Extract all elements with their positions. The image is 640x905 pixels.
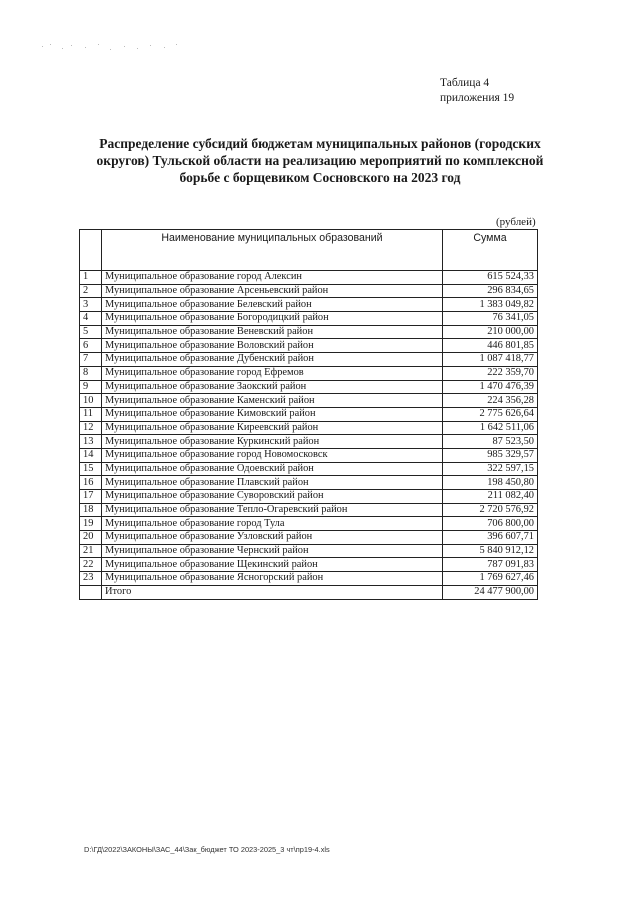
municipality-name: Муниципальное образование Одоевский район <box>102 462 443 476</box>
table-reference <box>440 76 514 106</box>
row-number: 10 <box>80 394 102 408</box>
subsidy-table <box>79 229 538 600</box>
row-number: 16 <box>80 476 102 490</box>
table-row <box>80 531 538 545</box>
subsidy-amount: 2 720 576,92 <box>443 503 538 517</box>
table-row <box>80 558 538 572</box>
file-path-footer: D:\ГД\2022\ЗАКОНЫ\ЗАС_44\Зак_бюджет ТО 2023-2025_3 чт\пр19-4.xls <box>84 845 330 854</box>
table-row <box>80 407 538 421</box>
table-row <box>80 380 538 394</box>
municipality-name: Муниципальное образование Кимовский район <box>102 407 443 421</box>
subsidy-amount: 985 329,57 <box>443 448 538 462</box>
row-number: 13 <box>80 435 102 449</box>
municipality-name: Муниципальное образование Богородицкий район <box>102 312 443 326</box>
row-number: 5 <box>80 325 102 339</box>
subsidy-amount: 396 607,71 <box>443 531 538 545</box>
municipality-name: Муниципальное образование Белевский район <box>102 298 443 312</box>
subsidy-amount: 1 087 418,77 <box>443 353 538 367</box>
table-row <box>80 421 538 435</box>
table-row <box>80 572 538 586</box>
municipality-name: Муниципальное образование Щекинский район <box>102 558 443 572</box>
row-number: 12 <box>80 421 102 435</box>
municipality-name: Муниципальное образование город Ефремов <box>102 366 443 380</box>
table-row <box>80 394 538 408</box>
table-row <box>80 544 538 558</box>
table-header-row <box>80 230 538 271</box>
subsidy-amount: 615 524,33 <box>443 271 538 285</box>
municipality-name: Муниципальное образование Тепло-Огаревский район <box>102 503 443 517</box>
table-row <box>80 435 538 449</box>
row-number: 1 <box>80 271 102 285</box>
subsidy-amount: 210 000,00 <box>443 325 538 339</box>
municipality-name: Муниципальное образование Киреевский район <box>102 421 443 435</box>
row-number: 20 <box>80 531 102 545</box>
subsidy-amount: 1 642 511,06 <box>443 421 538 435</box>
municipality-name: Муниципальное образование Заокский район <box>102 380 443 394</box>
subsidy-amount: 446 801,85 <box>443 339 538 353</box>
table-row <box>80 312 538 326</box>
subsidy-amount: 222 359,70 <box>443 366 538 380</box>
subsidy-amount: 87 523,50 <box>443 435 538 449</box>
municipality-name: Муниципальное образование Арсеньевский район <box>102 284 443 298</box>
municipality-name: Муниципальное образование Воловский район <box>102 339 443 353</box>
table-row <box>80 517 538 531</box>
row-number: 23 <box>80 572 102 586</box>
table-row <box>80 271 538 285</box>
row-number: 22 <box>80 558 102 572</box>
table-row <box>80 490 538 504</box>
municipality-name: Муниципальное образование Каменский район <box>102 394 443 408</box>
row-number: 17 <box>80 490 102 504</box>
scan-noise <box>40 42 180 52</box>
table-row <box>80 284 538 298</box>
municipality-name: Муниципальное образование Веневский район <box>102 325 443 339</box>
row-number: 11 <box>80 407 102 421</box>
appendix-number: приложения 19 <box>440 92 515 104</box>
municipality-name: Муниципальное образование Плавский район <box>102 476 443 490</box>
table-row <box>80 298 538 312</box>
subsidy-amount: 198 450,80 <box>443 476 538 490</box>
row-number: 14 <box>80 448 102 462</box>
table-row <box>80 448 538 462</box>
table-row <box>80 503 538 517</box>
row-number: 21 <box>80 544 102 558</box>
municipality-name: Муниципальное образование город Новомосковск <box>102 448 443 462</box>
subsidy-amount: 787 091,83 <box>443 558 538 572</box>
row-number: 19 <box>80 517 102 531</box>
subsidy-amount: 1 470 476,39 <box>443 380 538 394</box>
table-row <box>80 366 538 380</box>
row-number: 8 <box>80 366 102 380</box>
total-number-cell <box>80 585 102 599</box>
table-number: Таблица 4 <box>440 77 490 89</box>
subsidy-amount: 211 082,40 <box>443 490 538 504</box>
document-title: Распределение субсидий бюджетам муниципальных районов (городских округов) Тульской области на реализацию мероприятий по комплексной борьбе с борщевиком Сосновского на 2023 год <box>96 136 544 185</box>
table-row <box>80 325 538 339</box>
municipality-name: Муниципальное образование город Тула <box>102 517 443 531</box>
row-number: 9 <box>80 380 102 394</box>
row-number: 4 <box>80 312 102 326</box>
table-row <box>80 339 538 353</box>
municipality-name: Муниципальное образование Чернский район <box>102 544 443 558</box>
subsidy-amount: 2 775 626,64 <box>443 407 538 421</box>
subsidy-amount: 224 356,28 <box>443 394 538 408</box>
subsidy-amount: 706 800,00 <box>443 517 538 531</box>
subsidy-amount: 1 769 627,46 <box>443 572 538 586</box>
total-label: Итого <box>102 585 443 599</box>
subsidy-amount: 322 597,15 <box>443 462 538 476</box>
municipality-name: Муниципальное образование Дубенский район <box>102 353 443 367</box>
municipality-name: Муниципальное образование Суворовский район <box>102 490 443 504</box>
subsidy-amount: 296 834,65 <box>443 284 538 298</box>
table-row <box>80 353 538 367</box>
column-header-name: Наименование муниципальных образований <box>102 230 443 271</box>
unit-label: (рублей) <box>496 216 536 228</box>
column-header-amount: Сумма <box>443 230 538 271</box>
municipality-name: Муниципальное образование Узловский район <box>102 531 443 545</box>
row-number: 3 <box>80 298 102 312</box>
subsidy-amount: 76 341,05 <box>443 312 538 326</box>
subsidy-amount: 5 840 912,12 <box>443 544 538 558</box>
row-number: 7 <box>80 353 102 367</box>
table-row <box>80 476 538 490</box>
row-number: 6 <box>80 339 102 353</box>
row-number: 15 <box>80 462 102 476</box>
column-header-number <box>80 230 102 271</box>
municipality-name: Муниципальное образование город Алексин <box>102 271 443 285</box>
table-row <box>80 462 538 476</box>
municipality-name: Муниципальное образование Куркинский район <box>102 435 443 449</box>
subsidy-amount: 1 383 049,82 <box>443 298 538 312</box>
total-amount: 24 477 900,00 <box>443 585 538 599</box>
municipality-name: Муниципальное образование Ясногорский район <box>102 572 443 586</box>
total-row <box>80 585 538 599</box>
row-number: 2 <box>80 284 102 298</box>
row-number: 18 <box>80 503 102 517</box>
